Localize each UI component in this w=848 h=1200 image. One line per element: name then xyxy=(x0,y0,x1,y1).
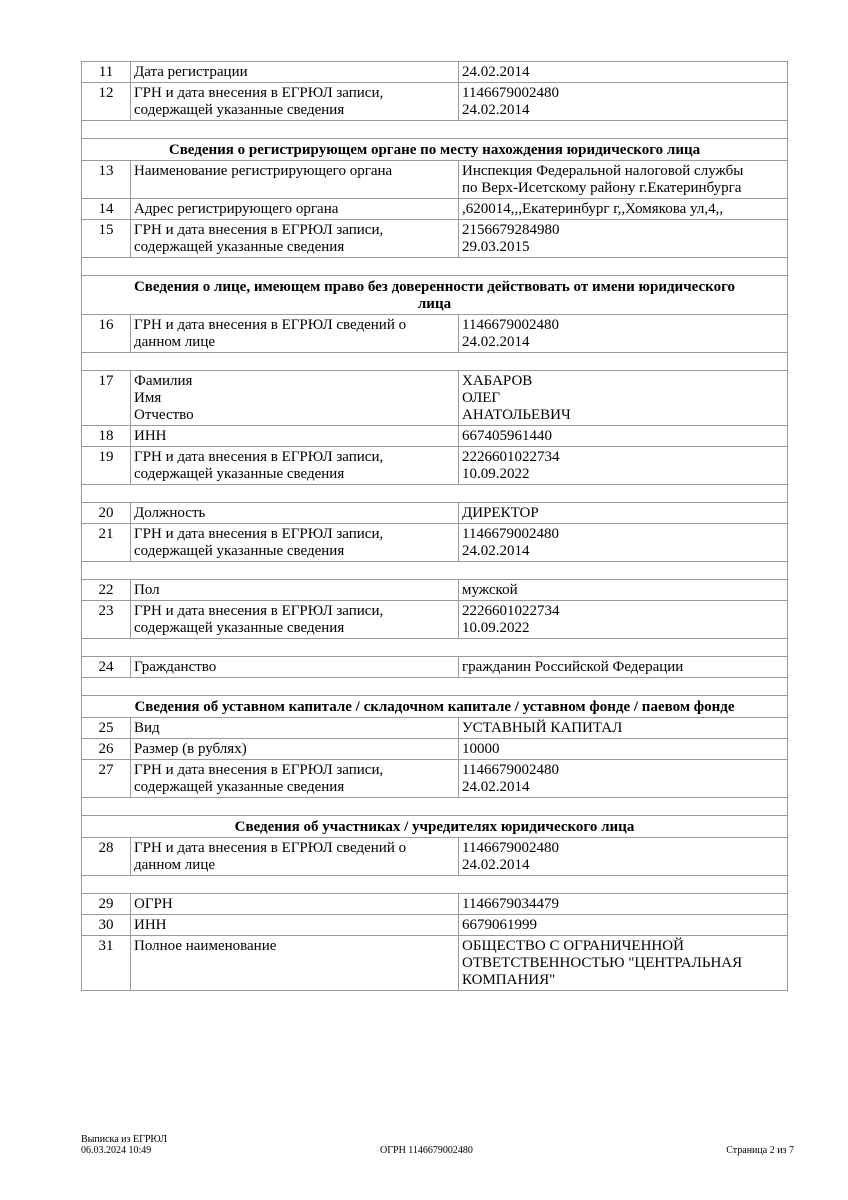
field-label xyxy=(131,838,459,876)
spacer-row xyxy=(82,485,788,503)
field-value-line: ОТВЕТСТВЕННОСТЬЮ "ЦЕНТРАЛЬНАЯ xyxy=(462,955,743,971)
spacer-cell xyxy=(82,121,788,139)
field-value-line: 1146679002480 xyxy=(462,526,559,542)
field-value xyxy=(459,838,788,876)
footer-ogrn: ОГРН 1146679002480 xyxy=(380,1145,473,1156)
row-number: 26 xyxy=(82,739,131,760)
table-row xyxy=(82,915,788,936)
field-value-line: 1146679002480 xyxy=(462,840,559,856)
field-label-line: содержащей указанные сведения xyxy=(134,779,345,795)
field-label-line: Имя xyxy=(134,390,162,406)
field-value-line: 10000 xyxy=(462,741,500,757)
footer-datetime: 06.03.2024 10:49 xyxy=(81,1145,152,1156)
row-number: 12 xyxy=(82,83,131,121)
spacer-row xyxy=(82,678,788,696)
spacer-row xyxy=(82,258,788,276)
field-label xyxy=(131,657,459,678)
field-label-line: ГРН и дата внесения в ЕГРЮЛ записи, xyxy=(134,526,384,542)
field-label xyxy=(131,915,459,936)
field-value-line: 24.02.2014 xyxy=(462,779,530,795)
field-value xyxy=(459,657,788,678)
field-value xyxy=(459,220,788,258)
field-value-line: 1146679002480 xyxy=(462,317,559,333)
row-number: 30 xyxy=(82,915,131,936)
row-number: 15 xyxy=(82,220,131,258)
spacer-row xyxy=(82,121,788,139)
field-label-line: ИНН xyxy=(134,917,167,933)
field-label xyxy=(131,62,459,83)
section-header-row xyxy=(82,816,788,838)
field-value-line: 24.02.2014 xyxy=(462,102,530,118)
section-title xyxy=(82,816,788,838)
field-value-line: 10.09.2022 xyxy=(462,466,530,482)
field-value xyxy=(459,760,788,798)
spacer-row xyxy=(82,639,788,657)
table-row xyxy=(82,220,788,258)
field-value-line: 24.02.2014 xyxy=(462,64,530,80)
field-label-line: Наименование регистрирующего органа xyxy=(134,163,393,179)
table-row xyxy=(82,718,788,739)
field-value xyxy=(459,62,788,83)
field-value xyxy=(459,601,788,639)
field-label-line: ГРН и дата внесения в ЕГРЮЛ записи, xyxy=(134,603,384,619)
row-number: 16 xyxy=(82,315,131,353)
spacer-row xyxy=(82,876,788,894)
field-label-line: Должность xyxy=(134,505,206,521)
field-value xyxy=(459,915,788,936)
table-row xyxy=(82,161,788,199)
table-row xyxy=(82,580,788,601)
footer-left xyxy=(81,1134,167,1156)
section-header-row xyxy=(82,139,788,161)
table-row xyxy=(82,524,788,562)
field-value xyxy=(459,447,788,485)
field-value xyxy=(459,199,788,220)
section-title xyxy=(82,696,788,718)
spacer-cell xyxy=(82,485,788,503)
row-number: 18 xyxy=(82,426,131,447)
field-label-line: ГРН и дата внесения в ЕГРЮЛ записи, xyxy=(134,85,384,101)
section-title-line: Сведения об участниках / учредителях юридического лица xyxy=(234,819,635,835)
row-number: 28 xyxy=(82,838,131,876)
field-value-line: ОЛЕГ xyxy=(462,390,501,406)
field-label-line: данном лице xyxy=(134,857,215,873)
section-header-row xyxy=(82,276,788,315)
field-value xyxy=(459,739,788,760)
spacer-cell xyxy=(82,639,788,657)
field-value xyxy=(459,371,788,426)
row-number: 23 xyxy=(82,601,131,639)
field-value-line: 6679061999 xyxy=(462,917,537,933)
field-label-line: Гражданство xyxy=(134,659,217,675)
row-number: 21 xyxy=(82,524,131,562)
field-value-line: 2226601022734 xyxy=(462,449,560,465)
row-number: 24 xyxy=(82,657,131,678)
spacer-cell xyxy=(82,678,788,696)
field-label xyxy=(131,315,459,353)
field-label xyxy=(131,760,459,798)
field-value-line: 1146679002480 xyxy=(462,762,559,778)
field-value-line: по Верх-Исетскому району г.Екатеринбурга xyxy=(462,180,742,196)
field-value xyxy=(459,83,788,121)
row-number: 17 xyxy=(82,371,131,426)
field-value xyxy=(459,315,788,353)
table-row xyxy=(82,315,788,353)
field-label-line: Вид xyxy=(134,720,160,736)
field-value-line: 29.03.2015 xyxy=(462,239,530,255)
table-row xyxy=(82,838,788,876)
field-value-line: 24.02.2014 xyxy=(462,857,530,873)
egrul-table-body xyxy=(82,62,788,991)
table-row xyxy=(82,426,788,447)
table-row xyxy=(82,657,788,678)
field-value-line: 2226601022734 xyxy=(462,603,560,619)
field-label xyxy=(131,601,459,639)
field-value xyxy=(459,936,788,991)
field-label-line: содержащей указанные сведения xyxy=(134,466,345,482)
field-value xyxy=(459,524,788,562)
field-value xyxy=(459,894,788,915)
table-row xyxy=(82,83,788,121)
table-row xyxy=(82,760,788,798)
field-label xyxy=(131,503,459,524)
section-header-row xyxy=(82,696,788,718)
field-value xyxy=(459,503,788,524)
row-number: 13 xyxy=(82,161,131,199)
field-label xyxy=(131,524,459,562)
row-number: 14 xyxy=(82,199,131,220)
field-label-line: ГРН и дата внесения в ЕГРЮЛ записи, xyxy=(134,449,384,465)
spacer-cell xyxy=(82,353,788,371)
field-label-line: Отчество xyxy=(134,407,194,423)
table-row xyxy=(82,503,788,524)
field-label xyxy=(131,161,459,199)
field-label xyxy=(131,426,459,447)
field-label xyxy=(131,936,459,991)
field-label-line: ГРН и дата внесения в ЕГРЮЛ сведений о xyxy=(134,840,407,856)
table-row xyxy=(82,62,788,83)
spacer-cell xyxy=(82,562,788,580)
spacer-cell xyxy=(82,876,788,894)
row-number: 29 xyxy=(82,894,131,915)
section-title-line: Сведения о лице, имеющем право без доверенности действовать от имени юридического xyxy=(133,279,736,295)
field-label xyxy=(131,371,459,426)
field-label-line: Дата регистрации xyxy=(134,64,248,80)
table-row xyxy=(82,371,788,426)
field-value-line: гражданин Российской Федерации xyxy=(462,659,684,675)
field-value-line: 24.02.2014 xyxy=(462,334,530,350)
spacer-row xyxy=(82,353,788,371)
field-label xyxy=(131,447,459,485)
row-number: 25 xyxy=(82,718,131,739)
spacer-row xyxy=(82,798,788,816)
field-label-line: Фамилия xyxy=(134,373,193,389)
field-value-line: 24.02.2014 xyxy=(462,543,530,559)
table-row xyxy=(82,447,788,485)
field-value-line: ХАБАРОВ xyxy=(462,373,533,389)
field-label xyxy=(131,718,459,739)
table-row xyxy=(82,601,788,639)
field-label-line: содержащей указанные сведения xyxy=(134,239,345,255)
field-value-line: ОБЩЕСТВО С ОГРАНИЧЕННОЙ xyxy=(462,938,684,954)
field-value xyxy=(459,161,788,199)
row-number: 11 xyxy=(82,62,131,83)
field-value-line: АНАТОЛЬЕВИЧ xyxy=(462,407,571,423)
field-label-line: ИНН xyxy=(134,428,167,444)
spacer-cell xyxy=(82,798,788,816)
field-label-line: содержащей указанные сведения xyxy=(134,620,345,636)
row-number: 22 xyxy=(82,580,131,601)
field-value xyxy=(459,718,788,739)
field-label-line: ГРН и дата внесения в ЕГРЮЛ записи, xyxy=(134,222,384,238)
field-label xyxy=(131,199,459,220)
egrul-extract-table xyxy=(81,61,788,991)
field-label-line: Полное наименование xyxy=(134,938,277,954)
field-value xyxy=(459,426,788,447)
row-number: 27 xyxy=(82,760,131,798)
field-value-line: мужской xyxy=(462,582,518,598)
table-row xyxy=(82,739,788,760)
field-label xyxy=(131,220,459,258)
spacer-cell xyxy=(82,258,788,276)
spacer-row xyxy=(82,562,788,580)
footer-page-number: Страница 2 из 7 xyxy=(726,1145,794,1156)
field-value-line: УСТАВНЫЙ КАПИТАЛ xyxy=(462,720,623,736)
footer-doc-title: Выписка из ЕГРЮЛ xyxy=(81,1134,167,1145)
field-label-line: ОГРН xyxy=(134,896,173,912)
field-label-line: содержащей указанные сведения xyxy=(134,102,345,118)
row-number: 20 xyxy=(82,503,131,524)
field-label xyxy=(131,894,459,915)
section-title xyxy=(82,276,788,315)
section-title xyxy=(82,139,788,161)
field-label-line: Размер (в рублях) xyxy=(134,741,247,757)
field-value-line: 2156679284980 xyxy=(462,222,560,238)
field-value-line: КОМПАНИЯ" xyxy=(462,972,556,988)
field-label xyxy=(131,83,459,121)
table-row xyxy=(82,199,788,220)
field-value-line: ДИРЕКТОР xyxy=(462,505,539,521)
row-number: 31 xyxy=(82,936,131,991)
field-label-line: ГРН и дата внесения в ЕГРЮЛ записи, xyxy=(134,762,384,778)
field-value-line: 10.09.2022 xyxy=(462,620,530,636)
field-label-line: содержащей указанные сведения xyxy=(134,543,345,559)
field-value xyxy=(459,580,788,601)
field-value-line: Инспекция Федеральной налоговой службы xyxy=(462,163,744,179)
field-label xyxy=(131,739,459,760)
field-label-line: Пол xyxy=(134,582,160,598)
table-row xyxy=(82,936,788,991)
table-row xyxy=(82,894,788,915)
field-label xyxy=(131,580,459,601)
field-value-line: 667405961440 xyxy=(462,428,552,444)
field-value-line: ,620014,,,Екатеринбург г,,Хомякова ул,4,, xyxy=(462,201,724,217)
section-title-line: лица xyxy=(417,296,452,312)
section-title-line: Сведения о регистрирующем органе по месту нахождения юридического лица xyxy=(168,142,701,158)
row-number: 19 xyxy=(82,447,131,485)
field-label-line: Адрес регистрирующего органа xyxy=(134,201,339,217)
field-label-line: ГРН и дата внесения в ЕГРЮЛ сведений о xyxy=(134,317,407,333)
field-value-line: 1146679034479 xyxy=(462,896,559,912)
field-value-line: 1146679002480 xyxy=(462,85,559,101)
section-title-line: Сведения об уставном капитале / складочном капитале / уставном фонде / паевом фонде xyxy=(134,699,735,715)
field-label-line: данном лице xyxy=(134,334,215,350)
